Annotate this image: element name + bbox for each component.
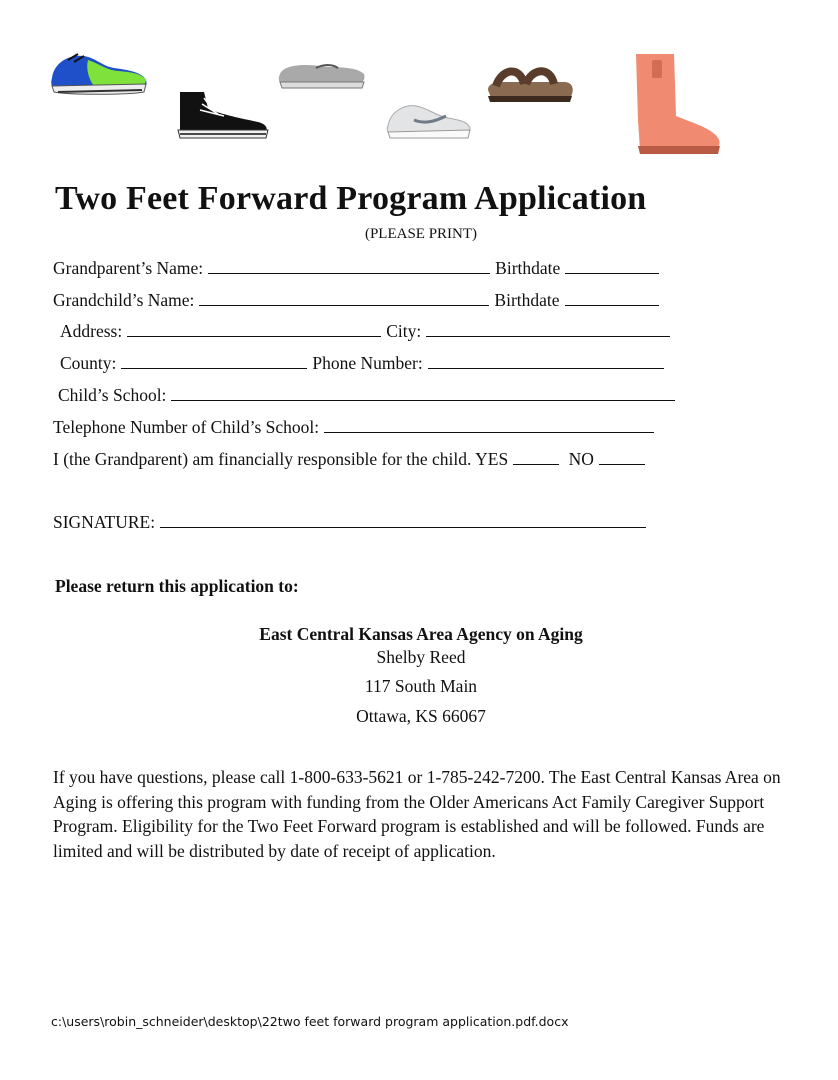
running-shoe-icon <box>384 100 472 140</box>
phone-number-label: Phone Number: <box>312 353 423 373</box>
agency-name: East Central Kansas Area Agency on Aging <box>259 624 583 644</box>
school-phone-row <box>53 417 659 438</box>
school-row <box>58 385 680 406</box>
financial-responsibility-row <box>53 449 650 470</box>
contact-name: Shelby Reed <box>376 647 466 667</box>
address-field[interactable] <box>127 322 381 337</box>
yes-label: YES <box>475 449 509 469</box>
grandparent-birthdate-label: Birthdate <box>495 258 561 278</box>
athletic-sneaker-icon <box>48 48 150 98</box>
grandparent-birthdate-field[interactable] <box>565 259 659 274</box>
city-state-zip: Ottawa, KS 66067 <box>356 706 486 726</box>
county-phone-row <box>60 353 669 374</box>
grandchild-birthdate-label: Birthdate <box>494 290 560 310</box>
childs-school-field[interactable] <box>171 386 675 401</box>
high-top-sneaker-icon <box>174 88 270 142</box>
signature-row <box>53 512 651 533</box>
no-label: NO <box>568 449 594 469</box>
yes-field[interactable] <box>513 450 559 465</box>
grandparent-row <box>53 258 664 279</box>
form-title: Two Feet Forward Program Application <box>55 180 647 217</box>
city-field[interactable] <box>426 322 670 337</box>
phone-number-field[interactable] <box>428 354 664 369</box>
shoe-images-row <box>0 0 838 170</box>
please-print-note: (PLEASE PRINT) <box>364 226 478 242</box>
city-label: City: <box>386 321 422 341</box>
slip-on-shoe-icon <box>276 60 368 90</box>
school-phone-field[interactable] <box>324 418 654 433</box>
grandchild-row <box>53 290 664 311</box>
address-row <box>60 321 675 342</box>
county-label: County: <box>60 353 117 373</box>
address-label: Address: <box>60 321 123 341</box>
sandal-icon <box>484 62 576 106</box>
grandchild-birthdate-field[interactable] <box>565 291 659 306</box>
county-field[interactable] <box>121 354 307 369</box>
rain-boot-icon <box>630 50 726 158</box>
grandchild-name-field[interactable] <box>199 291 489 306</box>
signature-field[interactable] <box>160 513 646 528</box>
no-field[interactable] <box>599 450 645 465</box>
grandparent-name-label: Grandparent’s Name: <box>53 258 204 278</box>
signature-label: SIGNATURE: <box>53 512 156 532</box>
grandchild-name-label: Grandchild’s Name: <box>53 290 195 310</box>
file-path-footer: c:\users\robin_schneider\desktop\22two feet forward program application.pdf.docx <box>51 1014 569 1029</box>
info-paragraph: If you have questions, please call 1-800-633-5621 or 1-785-242-7200. The East Central Kansas Area on Aging is offering this program with funding from the Older Americans Act Family Caregiver Support Program. Eligibility for the Two Feet Forward program is established and will be followed. Funds are limited and will be distributed by date of receipt of application. <box>53 767 781 861</box>
school-phone-label: Telephone Number of Child’s School: <box>53 417 320 437</box>
financial-responsibility-text: I (the Grandparent) am financially responsible for the child. <box>53 449 472 469</box>
street-address: 117 South Main <box>364 676 478 696</box>
childs-school-label: Child’s School: <box>58 385 167 405</box>
return-heading: Please return this application to: <box>55 576 299 596</box>
grandparent-name-field[interactable] <box>208 259 490 274</box>
